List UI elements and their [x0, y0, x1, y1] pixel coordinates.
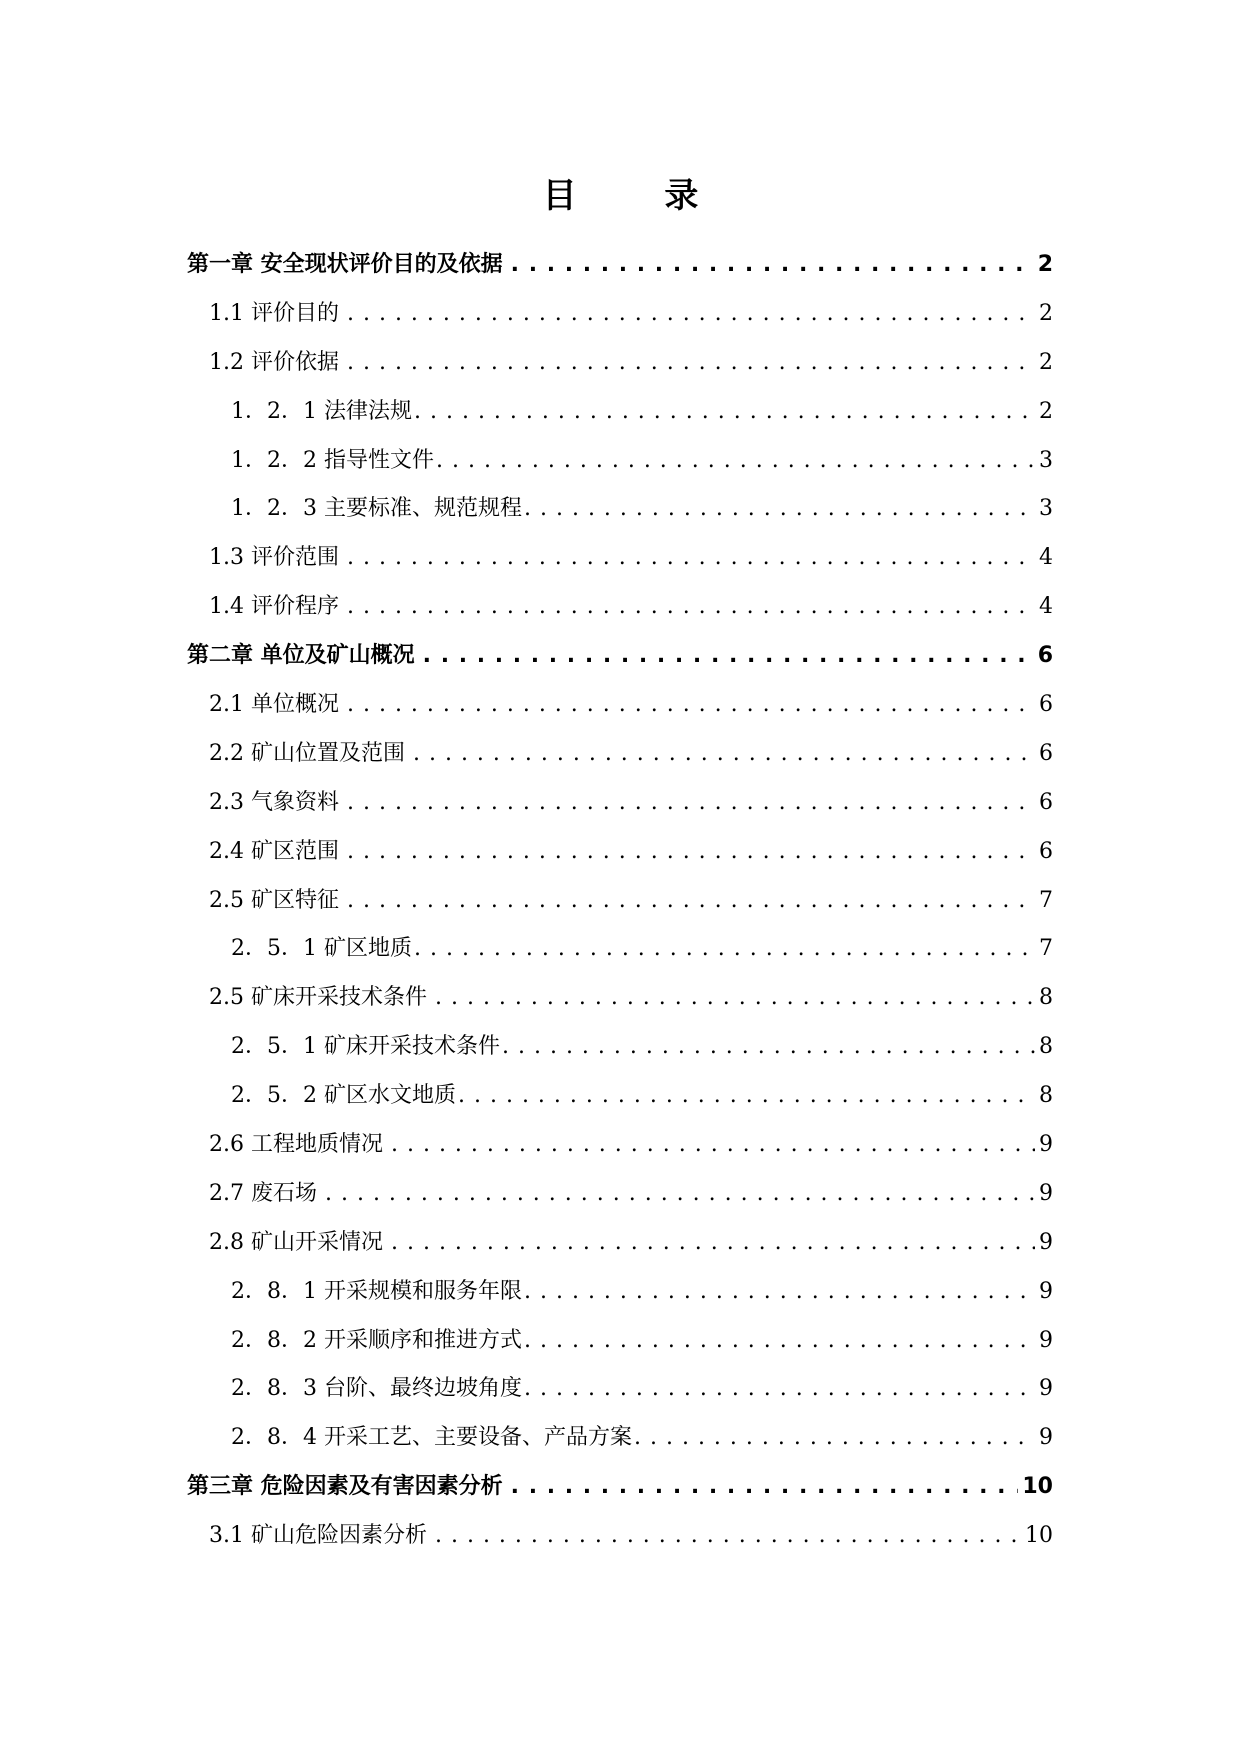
toc-entry-title: 2.4 矿区范围: [209, 838, 339, 864]
toc-dot-leader: [511, 1472, 1019, 1502]
toc-dot-leader: [524, 494, 1035, 524]
toc-page-number: 6: [1039, 740, 1053, 766]
toc-dot-leader: [413, 739, 1035, 769]
toc-dot-leader: [435, 983, 1035, 1013]
toc-page-number: 4: [1039, 594, 1053, 620]
toc-dot-leader: [436, 446, 1035, 476]
toc-page-number: 9: [1039, 1376, 1053, 1402]
toc-dot-leader: [524, 1277, 1035, 1307]
toc-entry-title: 2.5 矿床开采技术条件: [209, 985, 427, 1011]
toc-dot-leader: [347, 299, 1035, 329]
toc-page-number: 2: [1039, 349, 1053, 375]
toc-page-number: 10: [1022, 1474, 1053, 1500]
toc-entry-title: 1．2．1 法律法规: [231, 398, 412, 424]
toc-dot-leader: [524, 1374, 1035, 1404]
toc-dot-leader: [458, 1081, 1035, 1111]
toc-chapter-entry[interactable]: [187, 250, 1053, 299]
toc-entry-title: 2．8．3 台阶、最终边坡角度: [231, 1376, 522, 1402]
toc-subsection-entry[interactable]: [187, 1032, 1053, 1081]
toc-entry-title: 1．2．3 主要标准、规范规程: [231, 496, 522, 522]
toc-subsection-entry[interactable]: [187, 494, 1053, 543]
toc-entry-title: 1.3 评价范围: [209, 545, 339, 571]
toc-page-number: 2: [1039, 398, 1053, 424]
toc-page-number: 9: [1039, 1132, 1053, 1158]
toc-page-number: 2: [1037, 252, 1053, 277]
toc-page-number: 6: [1039, 692, 1053, 718]
toc-dot-leader: [524, 1326, 1035, 1356]
toc-page-number: 6: [1039, 838, 1053, 864]
toc-dot-leader: [435, 1521, 1021, 1551]
toc-page-number: 9: [1039, 1425, 1053, 1451]
page-title: 目 录: [542, 176, 737, 216]
toc-page-number: 6: [1039, 789, 1053, 815]
toc-entry-title: 2.7 废石场: [209, 1180, 317, 1206]
toc-entry-title: 2．8．2 开采顺序和推进方式: [231, 1327, 522, 1353]
toc-entry-title: 第三章 危险因素及有害因素分析: [187, 1474, 503, 1500]
toc-entry-title: 1．2．2 指导性文件: [231, 447, 434, 473]
toc-page-number: 2: [1039, 300, 1053, 326]
toc-entry-title: 2.2 矿山位置及范围: [209, 740, 405, 766]
toc-section-entry[interactable]: [187, 1228, 1053, 1277]
toc-section-entry[interactable]: [187, 690, 1053, 739]
toc-dot-leader: [347, 788, 1035, 818]
toc-subsection-entry[interactable]: [187, 1374, 1053, 1423]
toc-dot-leader: [423, 641, 1034, 671]
toc-section-entry[interactable]: [187, 299, 1053, 348]
toc-section-entry[interactable]: [187, 348, 1053, 397]
table-of-contents: [187, 250, 1053, 1570]
toc-section-entry[interactable]: [187, 837, 1053, 886]
toc-entry-title: 2．8．4 开采工艺、主要设备、产品方案: [231, 1425, 632, 1451]
toc-page-number: 9: [1039, 1229, 1053, 1255]
toc-page-number: 8: [1039, 1083, 1053, 1109]
toc-section-entry[interactable]: [187, 543, 1053, 592]
toc-entry-title: 2．8．1 开采规模和服务年限: [231, 1278, 522, 1304]
toc-entry-title: 2.5 矿区特征: [209, 887, 339, 913]
toc-dot-leader: [502, 1032, 1035, 1062]
toc-page-number: 3: [1039, 447, 1053, 473]
toc-page-number: 4: [1039, 545, 1053, 571]
toc-section-entry[interactable]: [187, 1179, 1053, 1228]
toc-page-number: 9: [1039, 1278, 1053, 1304]
toc-page-number: 3: [1039, 496, 1053, 522]
toc-dot-leader: [347, 592, 1035, 622]
toc-entry-title: 2．5．1 矿区地质: [231, 936, 412, 962]
toc-entry-title: 1.2 评价依据: [209, 349, 339, 375]
toc-entry-title: 1.1 评价目的: [209, 300, 339, 326]
toc-entry-title: 第一章 安全现状评价目的及依据: [187, 252, 503, 277]
toc-entry-title: 2.6 工程地质情况: [209, 1132, 383, 1158]
toc-subsection-entry[interactable]: [187, 397, 1053, 446]
toc-subsection-entry[interactable]: [187, 1326, 1053, 1375]
toc-entry-title: 2．5．1 矿床开采技术条件: [231, 1034, 500, 1060]
toc-entry-title: 2．5．2 矿区水文地质: [231, 1083, 456, 1109]
toc-dot-leader: [347, 348, 1035, 378]
toc-page-number: 7: [1039, 887, 1053, 913]
toc-dot-leader: [347, 543, 1035, 573]
toc-dot-leader: [391, 1130, 1035, 1160]
toc-section-entry[interactable]: [187, 886, 1053, 935]
toc-page-number: 10: [1025, 1523, 1053, 1549]
toc-page-number: 8: [1039, 985, 1053, 1011]
toc-chapter-entry[interactable]: [187, 641, 1053, 690]
toc-dot-leader: [511, 250, 1034, 280]
toc-page-number: 7: [1039, 936, 1053, 962]
toc-subsection-entry[interactable]: [187, 446, 1053, 495]
toc-page-number: 8: [1039, 1034, 1053, 1060]
toc-dot-leader: [634, 1423, 1035, 1453]
toc-section-entry[interactable]: [187, 983, 1053, 1032]
toc-page-number: 9: [1039, 1327, 1053, 1353]
toc-dot-leader: [347, 837, 1035, 867]
toc-section-entry[interactable]: [187, 592, 1053, 641]
toc-dot-leader: [347, 690, 1035, 720]
toc-dot-leader: [414, 934, 1035, 964]
toc-subsection-entry[interactable]: [187, 934, 1053, 983]
toc-section-entry[interactable]: [187, 788, 1053, 837]
toc-subsection-entry[interactable]: [187, 1423, 1053, 1472]
toc-dot-leader: [347, 886, 1035, 916]
toc-entry-title: 3.1 矿山危险因素分析: [209, 1523, 427, 1549]
toc-page-number: 6: [1037, 643, 1053, 669]
toc-section-entry[interactable]: [187, 739, 1053, 788]
toc-entry-title: 2.1 单位概况: [209, 692, 339, 718]
toc-section-entry[interactable]: [187, 1521, 1053, 1570]
toc-entry-title: 第二章 单位及矿山概况: [187, 643, 415, 669]
toc-page-number: 9: [1039, 1180, 1053, 1206]
toc-entry-title: 2.3 气象资料: [209, 789, 339, 815]
toc-entry-title: 2.8 矿山开采情况: [209, 1229, 383, 1255]
toc-dot-leader: [391, 1228, 1035, 1258]
toc-subsection-entry[interactable]: [187, 1081, 1053, 1130]
toc-entry-title: 1.4 评价程序: [209, 594, 339, 620]
toc-dot-leader: [325, 1179, 1035, 1209]
toc-subsection-entry[interactable]: [187, 1277, 1053, 1326]
toc-section-entry[interactable]: [187, 1130, 1053, 1179]
toc-chapter-entry[interactable]: [187, 1472, 1053, 1521]
toc-dot-leader: [414, 397, 1035, 427]
